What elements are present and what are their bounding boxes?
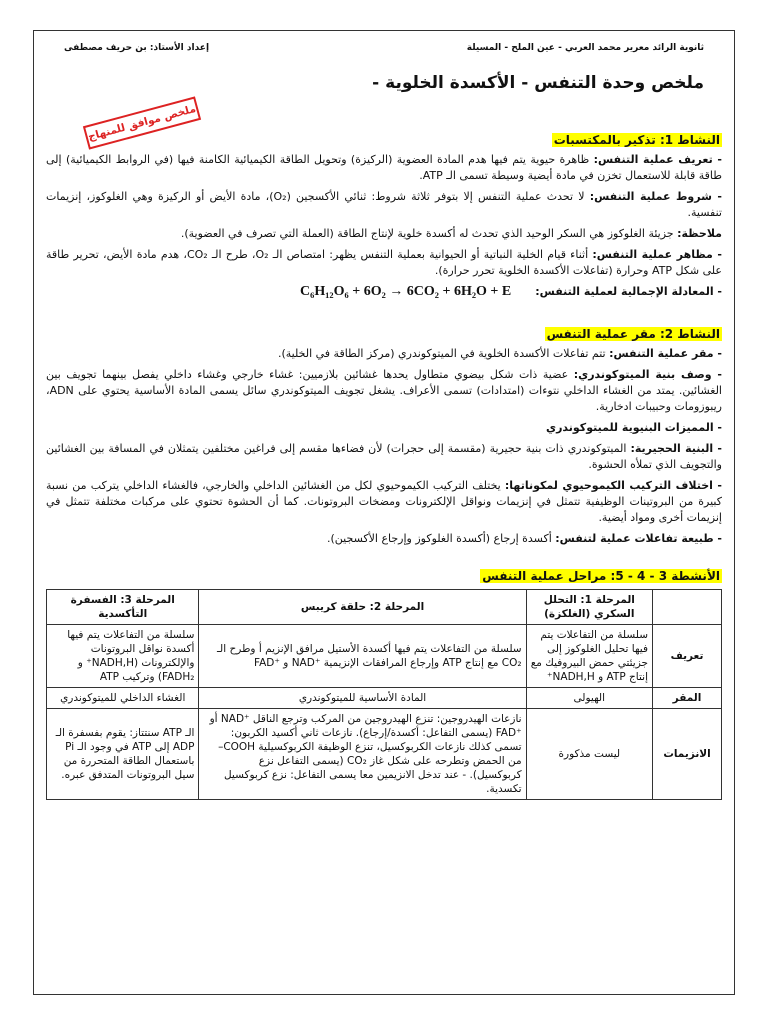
overall-equation [46,284,722,300]
row-header: المقر [653,688,722,709]
table-row [47,688,722,709]
equation-formula: C₆H₁₂O₆ + 6O₂ → 6CO₂ + 6H₂O + E [300,284,512,299]
table-cell: ليست مذكورة [526,709,652,800]
respiration-stages-table [46,589,722,800]
column-header: المرحلة 3: الفسفرة التأكسدية [47,590,199,625]
table-cell: سلسلة من التفاعلات يتم فيها أكسدة الأستيل مرافق الإنزيم أ وطرح الـ CO₂ مع إنتاج ATP وإرجاع المرافقات الإنزيمية ⁺NAD و ⁺FAD [199,625,526,688]
table-cell: سلسلة من التفاعلات يتم فيها تحليل الغلوكوز إلى جزيئتي حمض البيروفيك مع إنتاج ATP و NADH,H⁺ [526,625,652,688]
paragraph-structural-features: - المميزات البنيوية للميتوكوندري [546,421,722,434]
equation-label: - المعادلة الإجمالية لعملية التنفس: [535,285,722,298]
section-heading: النشاط 1: تذكير بالمكتسبات [553,133,720,147]
table-cell: سلسلة من التفاعلات يتم فيها أكسدة نواقل البروتونات والإلكترونات (NADH,H⁺ و FADH₂) وتركيب ATP [47,625,199,688]
table-header-row [47,590,722,625]
column-header: المرحلة 1: التحلل السكري (الغلكزة) [526,590,652,625]
paragraph-respiration-site: - مقر عملية التنفس: تتم تفاعلات الأكسدة الخلوية في الميتوكوندري (مركز الطاقة في الخلية). [277,347,722,360]
row-header: تعريف [653,625,722,688]
paragraph-respiration-definition: - تعريف عملية التنفس: ظاهرة حيوية يتم فيها هدم المادة العضوية (الركيزة) وتحويل الطاقة الكيميائية الكامنة فيها (في الروابط الكيميائية) إلى طاقة قابلة للاستعمال تخزن في مادة أيضية وسيطة تسمى الـ ATP. [46,153,722,182]
section-heading: الأنشطة 3 - 4 - 5: مراحل عملية التنفس [482,569,720,583]
paragraph-respiration-conditions: - شروط عملية التنفس: لا تحدث عملية التنفس إلا بتوفر ثلاثة شروط: ثنائي الأكسجين (O₂)، مادة الأيض أو الركيزة وهي الغلوكوز، إنزيمات تنفسية. [46,190,723,219]
section-heading: النشاط 2: مقر عملية التنفس [546,327,720,341]
table-cell: الغشاء الداخلي للميتوكوندري [47,688,199,709]
paragraph-mitochondria-structure: - وصف بنية الميتوكوندري: عضية ذات شكل بيضوي متطاول يحدها غشائين بلازميين: غشاء خارجي وغشاء داخلي يفصل بينهما تجويف بين الغشائين. يمتد من الغشاء الداخلي نتوءات (امتدادات) تسمى الأعراف. يشغل تجويف الميتوكوندري سائل يسمى المادة الأساسية يحتوي على ADN، ريبوزومات وحبيبات ادخارية. [46,368,722,413]
page-header [64,43,704,59]
table-cell: الـ ATP سنتتاز: يقوم بفسفرة الـ ADP إلى ATP في وجود الـ Pi باستعمال الطاقة المتحررة من سيل البروتونات المتدفق عبره. [47,709,199,800]
table-row [47,709,722,800]
table-cell: المادة الأساسية للميتوكوندري [199,688,526,709]
table-cell: الهيولى [526,688,652,709]
school-name: ثانوية الرائد معرير محمد العربي - عين الملح - المسيلة [466,43,704,53]
table-corner-cell [653,590,722,625]
paragraph-note: ملاحظة: جزيئة الغلوكوز هي السكر الوحيد الذي تحدث له أكسدة خلوية لإنتاج الطاقة (العملة التي تصرف في العضوية). [180,227,722,240]
table-cell: نازعات الهيدروجين: تنزع الهيدروجين من المركب وترجع الناقل ⁺NAD أو ⁺FAD (يسمى التفاعل: أكسدة/إرجاع). نازعات ثاني أكسيد الكربون: تسمى كذلك نازعات الكربوكسيل، تنزع الوظيفة الكربوكسيلية COOH– من الحمض وتطرحه على شكل غاز CO₂ (يسمى التفاعل نزع كربوكسيل). - عند تدخل الانزيمين معا يسمى التفاعل: نزع كربوكسيل تكسدية. [199,709,526,800]
author-name: إعداد الأستاذ: بن حريف مصطفى [64,43,210,53]
document-body [46,126,722,800]
paragraph-reaction-nature: - طبيعة تفاعلات عملية لتنفس: أكسدة إرجاع (أكسدة الغلوكوز وإرجاع الأكسجين). [327,532,722,545]
column-header: المرحلة 2: حلقة كريبس [199,590,526,625]
curriculum-stamp: ملخص موافق للمنهاج [83,96,201,149]
row-header: الانزيمات [653,709,722,800]
paragraph-biochemical-difference: - اختلاف التركيب الكيموحيوي لمكوناتها: يختلف التركيب الكيموحيوي لكل من الغشائين الداخلي والخارجي، فالغشاء الداخلي يتركب من نسبة كبيرة من البروتينات الوظيفية تتمثل في إنزيمات ونواقل الإلكترونات ومضخات البروتونات. كما أن الحشوة تحتوي على مركبات مختلفة تتمثل في إنزيمات أخرى ومواد أيضية. [46,479,722,524]
paragraph-respiration-manifestations: - مظاهر عملية التنفس: أثناء قيام الخلية النباتية أو الحيوانية بعملية التنفس يظهر: امتصاص الـ O₂، طرح الـ CO₂، هدم مادة الأيض، تحرير طاقة على شكل ATP وحرارة (تفاعلات الأكسدة الخلوية تحرر حرارة). [46,248,722,277]
page-title: ملخص وحدة التنفس - الأكسدة الخلوية - [372,73,704,93]
table-row [47,625,722,688]
paragraph-compartment-structure: - البنية الحجيرية: الميتوكوندري ذات بنية حجيرية (مقسمة إلى حجرات) لأن فضاءها مقسم إلى فراغين مختلفين يتمثلان في المسافة بين الغشائين والتجويف الذي تملأه الحشوة. [46,442,722,471]
document-page [33,30,735,995]
